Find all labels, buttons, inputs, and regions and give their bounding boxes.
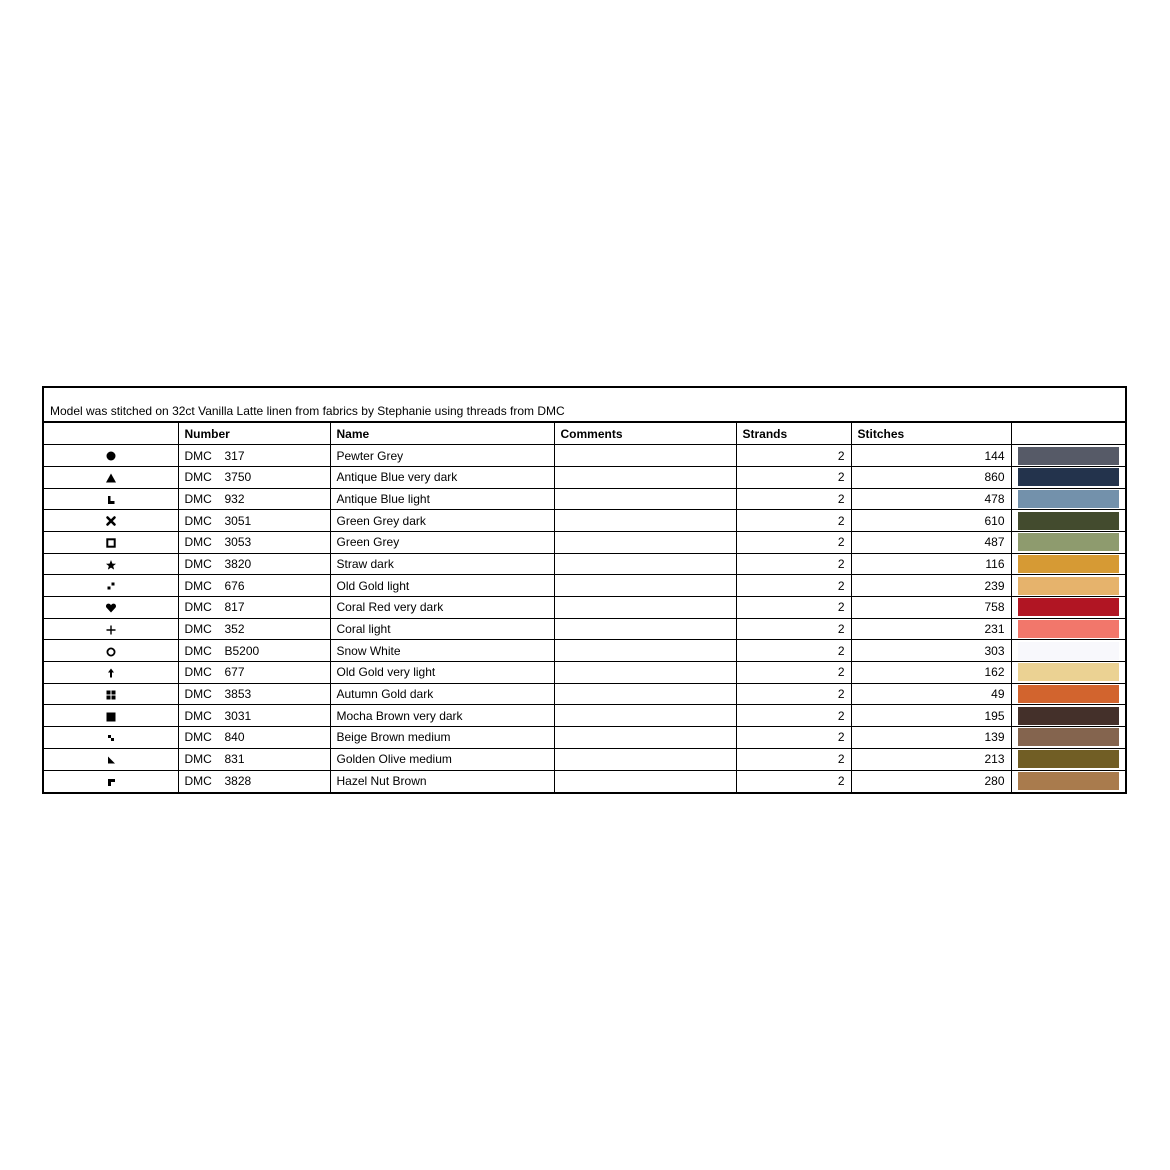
table-row (44, 705, 1125, 727)
header-name: Name (330, 423, 554, 445)
thread-brand: DMC (184, 665, 212, 680)
thread-code: 676 (224, 578, 245, 593)
comments-cell (554, 488, 736, 510)
color-cell (1011, 488, 1125, 510)
thread-name: Golden Olive medium (330, 748, 554, 770)
stitches-cell: 144 (851, 445, 1011, 467)
color-swatch (1018, 707, 1120, 725)
strands-cell: 2 (736, 705, 851, 727)
thread-code: 3828 (224, 774, 252, 789)
comments-cell (554, 727, 736, 749)
header-strands: Strands (736, 423, 851, 445)
thread-name: Antique Blue light (330, 488, 554, 510)
thread-name: Pewter Grey (330, 445, 554, 467)
color-swatch (1018, 598, 1120, 616)
number-cell (178, 553, 330, 575)
table-row (44, 488, 1125, 510)
table-row (44, 466, 1125, 488)
thread-brand: DMC (184, 470, 212, 485)
strands-cell: 2 (736, 510, 851, 532)
table-row (44, 531, 1125, 553)
number-cell (178, 488, 330, 510)
comments-cell (554, 445, 736, 467)
color-cell (1011, 748, 1125, 770)
symbol-cell (44, 445, 178, 467)
thread-brand: DMC (184, 578, 212, 593)
thread-code: 840 (224, 730, 245, 745)
symbol-cell (44, 748, 178, 770)
strands-cell: 2 (736, 662, 851, 684)
thread-name: Old Gold light (330, 575, 554, 597)
strands-cell: 2 (736, 683, 851, 705)
comments-cell (554, 575, 736, 597)
color-cell (1011, 597, 1125, 619)
diagonal-dots-icon (105, 580, 117, 592)
color-cell (1011, 553, 1125, 575)
symbol-cell (44, 770, 178, 792)
color-swatch (1018, 512, 1120, 530)
strands-cell: 2 (736, 466, 851, 488)
table-row (44, 575, 1125, 597)
comments-cell (554, 770, 736, 792)
thread-brand: DMC (184, 622, 212, 637)
filled-triangle-icon (105, 472, 117, 484)
number-cell (178, 466, 330, 488)
number-cell (178, 510, 330, 532)
strands-cell: 2 (736, 445, 851, 467)
stitches-cell: 213 (851, 748, 1011, 770)
thread-code: 817 (224, 600, 245, 615)
thread-brand: DMC (184, 708, 212, 723)
color-swatch (1018, 750, 1120, 768)
color-swatch (1018, 728, 1120, 746)
four-squares-icon (105, 689, 117, 701)
thread-code: 3051 (224, 513, 252, 528)
stitches-cell: 280 (851, 770, 1011, 792)
table-row (44, 510, 1125, 532)
stitches-cell: 139 (851, 727, 1011, 749)
thread-brand: DMC (184, 535, 212, 550)
stitches-cell: 195 (851, 705, 1011, 727)
table-row (44, 727, 1125, 749)
symbol-cell (44, 510, 178, 532)
strands-cell: 2 (736, 748, 851, 770)
comments-cell (554, 705, 736, 727)
thread-brand: DMC (184, 687, 212, 702)
thread-key-table (44, 423, 1125, 792)
thread-name: Coral Red very dark (330, 597, 554, 619)
color-swatch (1018, 533, 1120, 551)
thread-code: B5200 (224, 643, 260, 658)
thread-code: 317 (224, 448, 245, 463)
color-swatch (1018, 620, 1120, 638)
strands-cell: 2 (736, 727, 851, 749)
color-cell (1011, 640, 1125, 662)
stitches-cell: 487 (851, 531, 1011, 553)
thread-name: Snow White (330, 640, 554, 662)
hollow-square-icon (105, 537, 117, 549)
thread-code: 3820 (224, 556, 252, 571)
thread-brand: DMC (184, 600, 212, 615)
color-swatch (1018, 468, 1120, 486)
thread-brand: DMC (184, 752, 212, 767)
fabric-note: Model was stitched on 32ct Vanilla Latte linen from fabrics by Stephanie using threads from DMC (44, 388, 1125, 423)
filled-square-icon (105, 711, 117, 723)
table-row (44, 618, 1125, 640)
comments-cell (554, 466, 736, 488)
header-color (1011, 423, 1125, 445)
color-cell (1011, 466, 1125, 488)
comments-cell (554, 683, 736, 705)
symbol-cell (44, 683, 178, 705)
small-l-shape-icon (105, 494, 117, 506)
number-cell (178, 705, 330, 727)
number-cell (178, 683, 330, 705)
star-icon (105, 559, 117, 571)
symbol-cell (44, 597, 178, 619)
thread-name: Mocha Brown very dark (330, 705, 554, 727)
thread-code: 352 (224, 622, 245, 637)
symbol-cell (44, 662, 178, 684)
comments-cell (554, 597, 736, 619)
thread-name: Autumn Gold dark (330, 683, 554, 705)
symbol-cell (44, 727, 178, 749)
thread-key-sheet (42, 386, 1127, 794)
thread-code: 831 (224, 752, 245, 767)
strands-cell: 2 (736, 597, 851, 619)
stitches-cell: 116 (851, 553, 1011, 575)
header-number: Number (178, 423, 330, 445)
strands-cell: 2 (736, 531, 851, 553)
comments-cell (554, 531, 736, 553)
color-cell (1011, 531, 1125, 553)
symbol-cell (44, 640, 178, 662)
thread-brand: DMC (184, 774, 212, 789)
number-cell (178, 618, 330, 640)
filled-circle-icon (105, 450, 117, 462)
color-swatch (1018, 685, 1120, 703)
thread-name: Green Grey (330, 531, 554, 553)
stitches-cell: 231 (851, 618, 1011, 640)
color-cell (1011, 662, 1125, 684)
comments-cell (554, 662, 736, 684)
bold-x-icon (105, 515, 117, 527)
strands-cell: 2 (736, 640, 851, 662)
thread-brand: DMC (184, 643, 212, 658)
plus-icon (105, 624, 117, 636)
color-swatch (1018, 577, 1120, 595)
thread-brand: DMC (184, 491, 212, 506)
thread-name: Straw dark (330, 553, 554, 575)
thread-name: Antique Blue very dark (330, 466, 554, 488)
comments-cell (554, 640, 736, 662)
thread-name: Old Gold very light (330, 662, 554, 684)
number-cell (178, 727, 330, 749)
color-cell (1011, 727, 1125, 749)
thread-code: 677 (224, 665, 245, 680)
heart-icon (105, 602, 117, 614)
number-cell (178, 662, 330, 684)
color-cell (1011, 770, 1125, 792)
comments-cell (554, 510, 736, 532)
symbol-cell (44, 618, 178, 640)
thread-brand: DMC (184, 513, 212, 528)
number-cell (178, 748, 330, 770)
color-swatch (1018, 447, 1120, 465)
thread-code: 3750 (224, 470, 252, 485)
stitches-cell: 303 (851, 640, 1011, 662)
strands-cell: 2 (736, 575, 851, 597)
color-swatch (1018, 642, 1120, 660)
number-cell (178, 531, 330, 553)
thread-brand: DMC (184, 556, 212, 571)
color-swatch (1018, 555, 1120, 573)
number-cell (178, 597, 330, 619)
color-cell (1011, 445, 1125, 467)
table-row (44, 597, 1125, 619)
stitches-cell: 758 (851, 597, 1011, 619)
strands-cell: 2 (736, 770, 851, 792)
color-cell (1011, 510, 1125, 532)
stitches-cell: 860 (851, 466, 1011, 488)
stitches-cell: 239 (851, 575, 1011, 597)
symbol-cell (44, 531, 178, 553)
color-cell (1011, 705, 1125, 727)
thread-brand: DMC (184, 448, 212, 463)
thread-name: Coral light (330, 618, 554, 640)
strands-cell: 2 (736, 553, 851, 575)
table-row (44, 553, 1125, 575)
thread-name: Beige Brown medium (330, 727, 554, 749)
header-symbol (44, 423, 178, 445)
comments-cell (554, 748, 736, 770)
strands-cell: 2 (736, 618, 851, 640)
color-cell (1011, 683, 1125, 705)
thread-code: 3053 (224, 535, 252, 550)
comments-cell (554, 553, 736, 575)
diagonal-step-icon (105, 732, 117, 744)
table-row (44, 770, 1125, 792)
stitches-cell: 478 (851, 488, 1011, 510)
table-row (44, 748, 1125, 770)
header-comments: Comments (554, 423, 736, 445)
stitches-cell: 49 (851, 683, 1011, 705)
number-cell (178, 640, 330, 662)
symbol-cell (44, 553, 178, 575)
hollow-circle-icon (105, 646, 117, 658)
table-row (44, 662, 1125, 684)
symbol-cell (44, 705, 178, 727)
thread-name: Green Grey dark (330, 510, 554, 532)
symbol-cell (44, 488, 178, 510)
corner-triangle-icon (105, 754, 117, 766)
table-row (44, 640, 1125, 662)
up-arrow-icon (105, 667, 117, 679)
number-cell (178, 575, 330, 597)
thread-code: 932 (224, 491, 245, 506)
number-cell (178, 445, 330, 467)
table-row (44, 683, 1125, 705)
color-swatch (1018, 772, 1120, 790)
thread-code: 3853 (224, 687, 252, 702)
thread-brand: DMC (184, 730, 212, 745)
stitches-cell: 610 (851, 510, 1011, 532)
strands-cell: 2 (736, 488, 851, 510)
color-cell (1011, 618, 1125, 640)
number-cell (178, 770, 330, 792)
table-header-row (44, 423, 1125, 445)
corner-bracket-icon (105, 776, 117, 788)
symbol-cell (44, 575, 178, 597)
color-swatch (1018, 663, 1120, 681)
table-row (44, 445, 1125, 467)
symbol-cell (44, 466, 178, 488)
comments-cell (554, 618, 736, 640)
stitches-cell: 162 (851, 662, 1011, 684)
header-stitches: Stitches (851, 423, 1011, 445)
color-swatch (1018, 490, 1120, 508)
thread-name: Hazel Nut Brown (330, 770, 554, 792)
thread-code: 3031 (224, 708, 252, 723)
color-cell (1011, 575, 1125, 597)
